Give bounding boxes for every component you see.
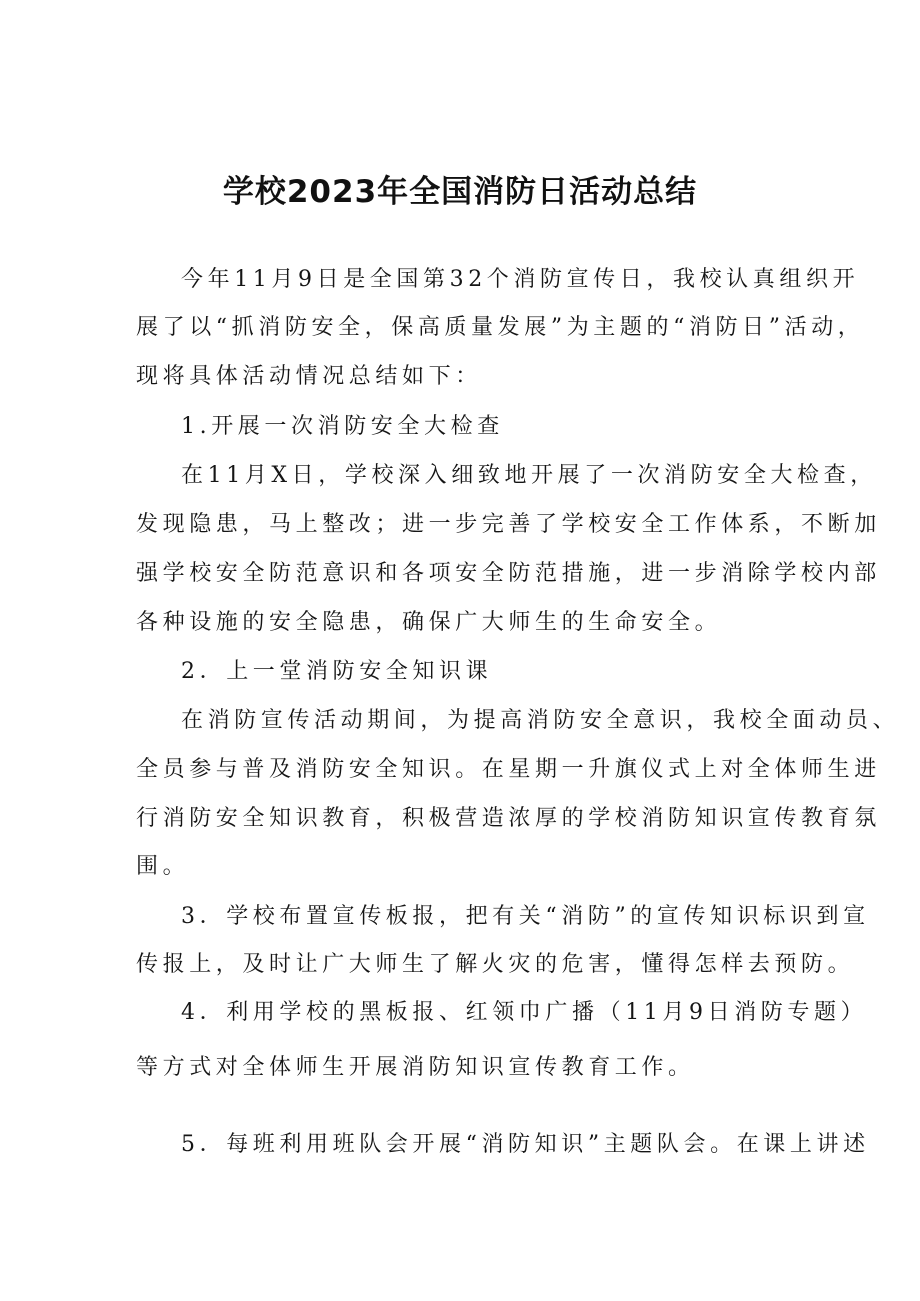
paragraph-line: 在11月X日，学校深入细致地开展了一次消防安全大检查， [181, 463, 877, 488]
section-heading: 2．上一堂消防安全知识课 [181, 659, 493, 684]
paragraph-line: 在消防宣传活动期间，为提高消防安全意识，我校全面动员、 [181, 708, 900, 733]
paragraph-line: 等方式对全体师生开展消防知识宣传教育工作。 [136, 1055, 695, 1080]
paragraph-line: 传报上，及时让广大师生了解火灾的危害，懂得怎样去预防。 [136, 952, 855, 977]
list-item: 5．每班利用班队会开展“消防知识”主题队会。在课上讲述 [181, 1132, 870, 1157]
paragraph-line: 展了以“抓消防安全，保高质量发展”为主题的“消防日”活动， [136, 315, 865, 340]
paragraph-line: 强学校安全防范意识和各项安全防范措施，进一步消除学校内部 [136, 561, 881, 586]
list-item: 4．利用学校的黑板报、红领巾广播（11月9日消防专题） [181, 1000, 868, 1025]
paragraph-line: 今年11月9日是全国第32个消防宣传日，我校认真组织开 [181, 267, 860, 292]
section-heading: 1.开展一次消防安全大检查 [181, 414, 504, 439]
list-item: 3．学校布置宣传板报，把有关“消防”的宣传知识标识到宣 [181, 904, 870, 929]
paragraph-line: 现将具体活动情况总结如下： [136, 364, 482, 389]
document-title: 学校2023年全国消防日活动总结 [222, 174, 698, 210]
paragraph-line: 发现隐患，马上整改；进一步完善了学校安全工作体系，不断加 [136, 512, 881, 537]
paragraph-line: 围。 [136, 854, 190, 879]
paragraph-line: 全员参与普及消防安全知识。在星期一升旗仪式上对全体师生进 [136, 757, 881, 782]
paragraph-line: 各种设施的安全隐患，确保广大师生的生命安全。 [136, 610, 722, 635]
paragraph-line: 行消防安全知识教育，积极营造浓厚的学校消防知识宣传教育氛 [136, 806, 881, 831]
